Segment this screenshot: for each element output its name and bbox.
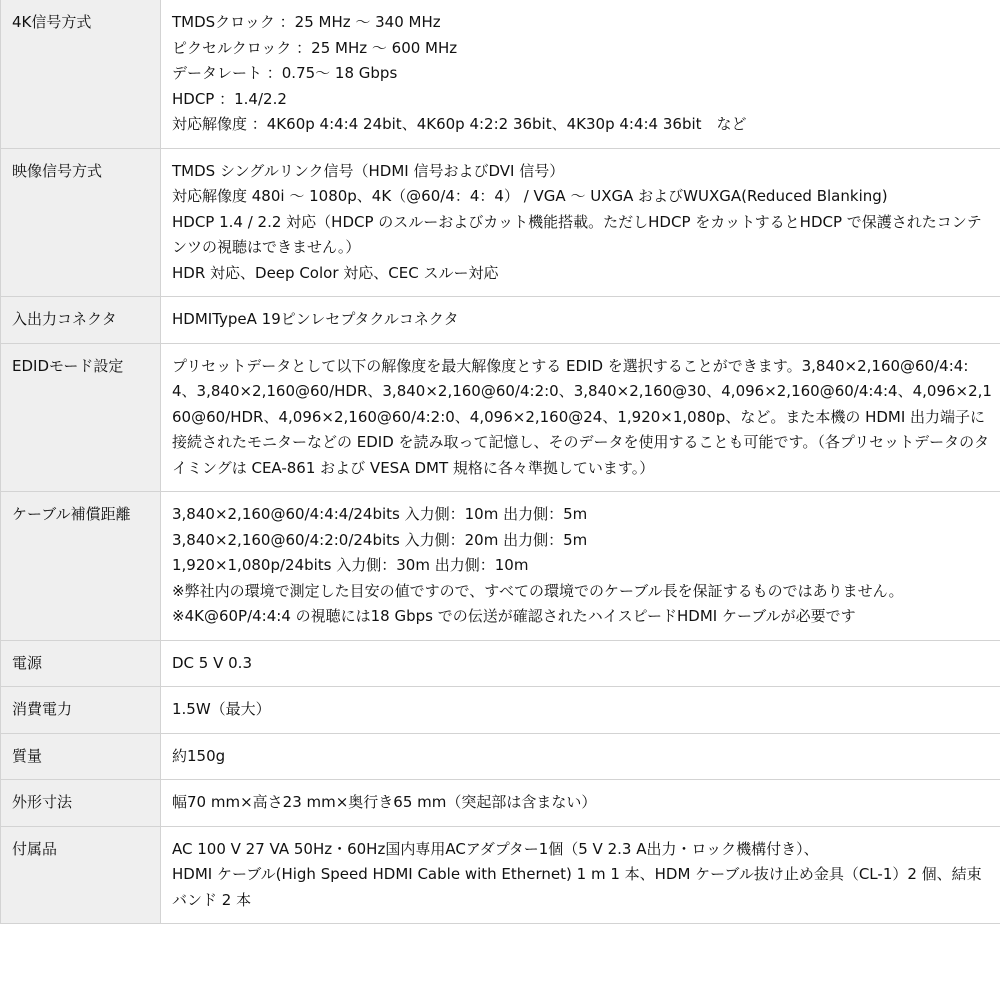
spec-value bbox=[161, 733, 1000, 780]
spec-row-mass bbox=[1, 733, 1000, 780]
spec-value-line: HDR 対応、Deep Color 対応、CEC スルー対応 bbox=[172, 263, 499, 282]
spec-value-line: TMDSクロック ：25 MHz ～ 340 MHz bbox=[172, 13, 441, 31]
spec-label: EDIDモード設定 bbox=[1, 343, 161, 492]
spec-value-line: HDCP ：1.4/2.2 bbox=[172, 89, 287, 108]
spec-value-line: データレート ：0.75～ 18 Gbps bbox=[172, 64, 398, 82]
spec-value-line: プリセットデータとして以下の解像度を最大解像度とする EDID を選択することができます。3,840×2,160@60/4:4:4、3,840×2,160@60/HDR、3,840×2,160@60/4:2:0、3,840×2,160@30、4,096×2,160@60/4:4:4、4,096×2,160@60/HDR、4,096×2,160@60/4:2:0、4,096×2,160@24、1,920×1,080p、など。また本機の HDMI 出力端子に接続されたモニターなどの EDID を読み取って記憶し、そのデータを使用することも可能です。（各プリセットデータのタイミングは CEA-861 および VESA DMT 規格に各々準拠しています。） bbox=[172, 356, 992, 477]
spec-row-video-signal bbox=[1, 148, 1000, 297]
spec-row-cable-distance bbox=[1, 492, 1000, 641]
spec-label: 4K信号方式 bbox=[1, 0, 161, 148]
spec-value-line: HDCP 1.4 / 2.2 対応（HDCP のスルーおよびカット機能搭載。ただしHDCP をカットするとHDCP で保護されたコンテンツの視聴はできません。） bbox=[172, 212, 982, 256]
spec-value-line: ピクセルクロック ：25 MHz ～ 600 MHz bbox=[172, 38, 458, 57]
spec-label: 消費電力 bbox=[1, 687, 161, 734]
spec-value-line: 3,840×2,160@60/4:4:4/24bits 入力側：10m 出力側：5m bbox=[172, 505, 588, 523]
spec-value-line: 3,840×2,160@60/4:2:0/24bits 入力側：20m 出力側：5m bbox=[172, 530, 588, 549]
spec-value-line: 1,920×1,080p/24bits 入力側：30m 出力側：10m bbox=[172, 556, 529, 574]
spec-row-power-consumption bbox=[1, 687, 1000, 734]
spec-value bbox=[161, 640, 1000, 687]
spec-value-line: HDMI ケーブル(High Speed HDMI Cable with Ethernet) 1 m 1 本、HDM ケーブル抜け止め金具（CL-1）2 個、結束バンド 2 本 bbox=[172, 865, 982, 909]
spec-row-connector bbox=[1, 297, 1000, 344]
spec-label: 入出力コネクタ bbox=[1, 297, 161, 344]
spec-value bbox=[161, 148, 1000, 297]
spec-value-line: HDMITypeA 19ピンレセプタクルコネクタ bbox=[172, 310, 459, 328]
spec-value bbox=[161, 826, 1000, 924]
spec-value bbox=[161, 343, 1000, 492]
spec-value-line: 対応解像度 480i ～ 1080p、4K（@60/4：4：4） / VGA ～ UXGA およびWUXGA(Reduced Blanking) bbox=[172, 187, 888, 205]
spec-row-edid-mode bbox=[1, 343, 1000, 492]
spec-row-dimensions bbox=[1, 780, 1000, 827]
spec-value-line: 対応解像度 ：4K60p 4:4:4 24bit、4K60p 4:2:2 36bit、4K30p 4:4:4 36bit など bbox=[172, 115, 747, 133]
spec-value bbox=[161, 297, 1000, 344]
spec-label: 電源 bbox=[1, 640, 161, 687]
spec-label: 付属品 bbox=[1, 826, 161, 924]
spec-value bbox=[161, 780, 1000, 827]
spec-label: 映像信号方式 bbox=[1, 148, 161, 297]
spec-value-line: DC 5 V 0.3 bbox=[172, 653, 252, 672]
spec-value bbox=[161, 0, 1000, 148]
spec-value bbox=[161, 687, 1000, 734]
spec-row-power-supply bbox=[1, 640, 1000, 687]
spec-row-4k-signal bbox=[1, 0, 1000, 148]
spec-value-line: AC 100 V 27 VA 50Hz・60Hz国内専用ACアダプター1個（5 V 2.3 A出力・ロック機構付き）、 bbox=[172, 839, 819, 858]
spec-value-line: 約150g bbox=[172, 746, 226, 765]
spec-label: 外形寸法 bbox=[1, 780, 161, 827]
spec-value-line: ※4K@60P/4:4:4 の視聴には18 Gbps での伝送が確認されたハイスピードHDMI ケーブルが必要です bbox=[172, 607, 856, 625]
spec-row-accessories bbox=[1, 826, 1000, 924]
spec-value-line: TMDS シングルリンク信号（HDMI 信号およびDVI 信号） bbox=[172, 161, 565, 180]
spec-value-line: 幅70 mm×高さ23 mm×奥行き65 mm（突起部は含まない） bbox=[172, 793, 597, 811]
spec-label: ケーブル補償距離 bbox=[1, 492, 161, 641]
spec-value-line: ※弊社内の環境で測定した目安の値ですので、すべての環境でのケーブル長を保証するものではありません。 bbox=[172, 581, 904, 600]
spec-label: 質量 bbox=[1, 733, 161, 780]
spec-value-line: 1.5W（最大） bbox=[172, 700, 271, 718]
spec-value bbox=[161, 492, 1000, 641]
